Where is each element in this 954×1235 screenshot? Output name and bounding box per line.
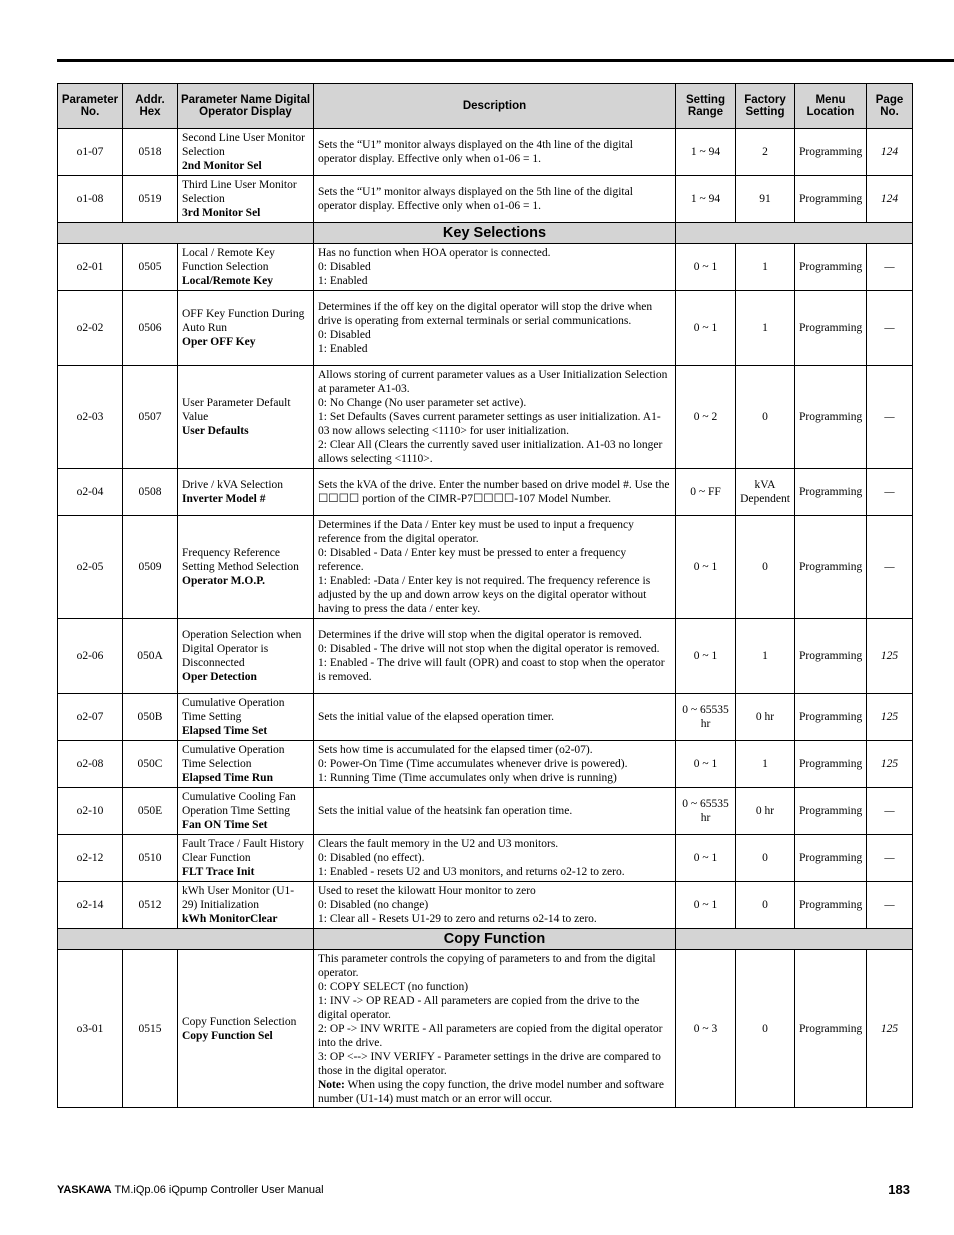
menu-location: Programming	[795, 882, 867, 929]
setting-range: 0 ~ 1	[676, 516, 736, 619]
operator-display: Local/Remote Key	[182, 275, 274, 287]
factory-setting: 0	[736, 366, 795, 469]
menu-location: Programming	[795, 835, 867, 882]
parameter-name: Frequency Reference Setting Method Selection	[182, 547, 299, 573]
parameter-name: Cumulative Operation Time Setting	[182, 697, 285, 723]
parameter-name-cell	[178, 882, 314, 929]
operator-display: FLT Trace Init	[182, 866, 255, 878]
parameter-name-cell	[178, 950, 314, 1108]
section-title: Copy Function	[314, 929, 676, 950]
table-row	[58, 129, 913, 176]
factory-setting: 0 hr	[736, 788, 795, 835]
operator-display: kWh MonitorClear	[182, 913, 278, 925]
setting-range: 0 ~ 65535 hr	[676, 694, 736, 741]
parameter-name: Cumulative Operation Time Selection	[182, 744, 285, 770]
description-cell	[314, 788, 676, 835]
factory-setting: 1	[736, 619, 795, 694]
parameter-name-cell	[178, 619, 314, 694]
parameter-no: o2-07	[58, 694, 123, 741]
description-line: 0: Disabled - Data / Enter key must be pressed to enter a frequency reference.	[318, 547, 627, 573]
description-line: Sets the initial value of the elapsed operation timer.	[318, 711, 555, 723]
page-no: —	[867, 788, 913, 835]
description-line: Sets the kVA of the drive. Enter the number based on drive model #. Use the ☐☐☐☐ portion of the CIMR-P7☐☐☐☐-107 Model Number.	[318, 479, 670, 505]
addr-hex: 0507	[123, 366, 178, 469]
section-spacer	[58, 929, 314, 950]
parameter-name: Cumulative Cooling Fan Operation Time Setting	[182, 791, 296, 817]
header-setting-range: Setting Range	[676, 84, 736, 129]
page-no: 124	[867, 129, 913, 176]
header-addr-hex: Addr. Hex	[123, 84, 178, 129]
description-line: Used to reset the kilowatt Hour monitor to zero	[318, 885, 536, 897]
parameter-name: kWh User Monitor (U1-29) Initialization	[182, 885, 295, 911]
page-no: —	[867, 835, 913, 882]
addr-hex: 0512	[123, 882, 178, 929]
factory-setting: 0	[736, 835, 795, 882]
table-row	[58, 694, 913, 741]
parameter-no: o2-05	[58, 516, 123, 619]
addr-hex: 050A	[123, 619, 178, 694]
description-cell	[314, 882, 676, 929]
description-line: Determines if the drive will stop when the digital operator is removed.	[318, 629, 642, 641]
operator-display: Fan ON Time Set	[182, 819, 268, 831]
table-row	[58, 469, 913, 516]
description-line: 0: Disabled	[318, 329, 371, 341]
note-label: Note:	[318, 1078, 345, 1091]
description-line: Sets how time is accumulated for the elapsed timer (o2-07).	[318, 744, 593, 756]
parameter-name-cell	[178, 516, 314, 619]
factory-setting: 0	[736, 882, 795, 929]
description-cell	[314, 835, 676, 882]
description-line: 3: OP <--> INV VERIFY - Parameter settings in the drive are compared to those in the digital operator.	[318, 1050, 661, 1077]
header-parameter-name: Parameter Name Digital Operator Display	[178, 84, 314, 129]
parameter-no: o2-08	[58, 741, 123, 788]
section-spacer	[676, 223, 913, 244]
table-header-row	[58, 84, 913, 129]
description-line: 1: Enabled - The drive will fault (OPR) and coast to stop when the operator is removed.	[318, 657, 665, 683]
table-row	[58, 882, 913, 929]
operator-display: Elapsed Time Set	[182, 725, 268, 737]
factory-setting: 1	[736, 741, 795, 788]
operator-display: 2nd Monitor Sel	[182, 160, 262, 172]
page-no: —	[867, 882, 913, 929]
parameter-name: Fault Trace / Fault History Clear Function	[182, 838, 305, 864]
description-line: 1: Enabled: -Data / Enter key is not required. The frequency reference is adjusted by the up and down arrow keys on the digital operator without having to press the data / enter key.	[318, 575, 651, 615]
table-row	[58, 619, 913, 694]
description-line: 1: INV -> OP READ - All parameters are copied from the drive to the digital operator.	[318, 994, 640, 1021]
description-line: 0: No Change (No user parameter set active).	[318, 397, 527, 409]
addr-hex: 0519	[123, 176, 178, 223]
parameter-name-cell	[178, 129, 314, 176]
parameter-no: o1-07	[58, 129, 123, 176]
description-cell	[314, 176, 676, 223]
factory-setting: 91	[736, 176, 795, 223]
parameter-name: Local / Remote Key Function Selection	[182, 247, 275, 273]
parameter-name-cell	[178, 291, 314, 366]
factory-setting: kVA Dependent	[736, 469, 795, 516]
description-cell	[314, 469, 676, 516]
parameter-no: o2-04	[58, 469, 123, 516]
menu-location: Programming	[795, 516, 867, 619]
footer-manual-title	[57, 1184, 324, 1196]
factory-setting: 0 hr	[736, 694, 795, 741]
table-row	[58, 176, 913, 223]
parameter-name-cell	[178, 244, 314, 291]
description-line: 1: Set Defaults (Saves current parameter settings as user initialization. A1-03 now allows selecting <1110> for user initialization.	[318, 411, 661, 437]
description-cell	[314, 244, 676, 291]
description-line: 1: Enabled	[318, 343, 368, 355]
parameter-name: Drive / kVA Selection	[182, 479, 284, 491]
factory-setting: 1	[736, 244, 795, 291]
table-row	[58, 366, 913, 469]
description-cell	[314, 950, 676, 1108]
menu-location: Programming	[795, 129, 867, 176]
parameter-name-cell	[178, 469, 314, 516]
header-factory-setting: Factory Setting	[736, 84, 795, 129]
menu-location: Programming	[795, 694, 867, 741]
description-cell	[314, 291, 676, 366]
section-title: Key Selections	[314, 223, 676, 244]
setting-range: 0 ~ 1	[676, 835, 736, 882]
section-row	[58, 929, 913, 950]
page-no: 125	[867, 741, 913, 788]
page-no: —	[867, 244, 913, 291]
footer-brand: YASKAWA	[57, 1184, 112, 1196]
description-line: Has no function when HOA operator is connected.	[318, 247, 551, 259]
table-row	[58, 516, 913, 619]
factory-setting: 0	[736, 516, 795, 619]
description-line: Allows storing of current parameter values as a User Initialization Selection at parameter A1-03.	[318, 369, 668, 395]
parameter-no: o2-10	[58, 788, 123, 835]
table-row	[58, 835, 913, 882]
addr-hex: 0509	[123, 516, 178, 619]
operator-display: Oper OFF Key	[182, 336, 256, 348]
page-no: —	[867, 516, 913, 619]
description-line: 0: COPY SELECT (no function)	[318, 980, 469, 993]
description-line: 1: Running Time (Time accumulates only when drive is running)	[318, 772, 617, 784]
parameter-no: o2-02	[58, 291, 123, 366]
header-page-no: Page No.	[867, 84, 913, 129]
description-line: 2: Clear All (Clears the currently saved user initialization. A1-03 no longer allows selecting <1110>.	[318, 439, 663, 465]
operator-display: Inverter Model #	[182, 493, 266, 505]
parameter-name: Copy Function Selection	[182, 1015, 297, 1028]
page-no: 124	[867, 176, 913, 223]
parameter-name: OFF Key Function During Auto Run	[182, 308, 305, 334]
setting-range: 1 ~ 94	[676, 176, 736, 223]
setting-range: 0 ~ 65535 hr	[676, 788, 736, 835]
table-row	[58, 244, 913, 291]
menu-location: Programming	[795, 788, 867, 835]
addr-hex: 0510	[123, 835, 178, 882]
setting-range: 0 ~ FF	[676, 469, 736, 516]
description-line: Sets the “U1” monitor always displayed on the 5th line of the digital operator display. Effective only when o1-06 = 1.	[318, 186, 633, 212]
addr-hex: 0508	[123, 469, 178, 516]
page-no: —	[867, 291, 913, 366]
setting-range: 0 ~ 1	[676, 244, 736, 291]
description-cell	[314, 129, 676, 176]
factory-setting: 1	[736, 291, 795, 366]
description-note	[318, 1078, 671, 1106]
setting-range: 0 ~ 1	[676, 619, 736, 694]
description-line: Determines if the Data / Enter key must be used to input a frequency reference from the digital operator.	[318, 519, 634, 545]
setting-range: 0 ~ 1	[676, 291, 736, 366]
description-line: 0: Disabled (no change)	[318, 899, 429, 911]
page-no: —	[867, 469, 913, 516]
setting-range: 0 ~ 2	[676, 366, 736, 469]
setting-range: 0 ~ 1	[676, 882, 736, 929]
parameter-no: o2-12	[58, 835, 123, 882]
setting-range: 1 ~ 94	[676, 129, 736, 176]
menu-location: Programming	[795, 244, 867, 291]
description-line: 0: Power-On Time (Time accumulates whenever drive is powered).	[318, 758, 628, 770]
description-line: 1: Enabled	[318, 275, 368, 287]
parameter-no: o2-03	[58, 366, 123, 469]
description-line: 1: Enabled - resets U2 and U3 monitors, and returns o2-12 to zero.	[318, 866, 625, 878]
menu-location: Programming	[795, 366, 867, 469]
description-cell	[314, 619, 676, 694]
description-line: Determines if the off key on the digital operator will stop the drive when drive is operating from external terminals or serial communications.	[318, 301, 653, 327]
table-row	[58, 788, 913, 835]
parameter-no: o3-01	[58, 950, 123, 1108]
addr-hex: 050C	[123, 741, 178, 788]
menu-location: Programming	[795, 741, 867, 788]
section-spacer	[676, 929, 913, 950]
menu-location: Programming	[795, 469, 867, 516]
footer-manual-name: TM.iQp.06 iQpump Controller User Manual	[111, 1184, 324, 1196]
parameter-no: o2-14	[58, 882, 123, 929]
parameter-name-cell	[178, 788, 314, 835]
description-line: Clears the fault memory in the U2 and U3 monitors.	[318, 838, 559, 850]
factory-setting: 0	[736, 950, 795, 1108]
parameter-no: o2-06	[58, 619, 123, 694]
parameter-no: o2-01	[58, 244, 123, 291]
header-menu-location: Menu Location	[795, 84, 867, 129]
addr-hex: 050E	[123, 788, 178, 835]
description-line: 0: Disabled	[318, 261, 371, 273]
section-row	[58, 223, 913, 244]
parameter-name-cell	[178, 366, 314, 469]
table-row	[58, 741, 913, 788]
description-cell	[314, 694, 676, 741]
page-no: 125	[867, 619, 913, 694]
description-line: 2: OP -> INV WRITE - All parameters are copied from the digital operator into the drive.	[318, 1022, 663, 1049]
page-no: 125	[867, 950, 913, 1108]
description-cell	[314, 516, 676, 619]
addr-hex: 0515	[123, 950, 178, 1108]
header-parameter-no: Parameter No.	[58, 84, 123, 129]
section-spacer	[58, 223, 314, 244]
parameter-table	[57, 83, 913, 1108]
menu-location: Programming	[795, 619, 867, 694]
parameter-name-cell	[178, 694, 314, 741]
table-body	[58, 129, 913, 1108]
description-line: This parameter controls the copying of parameters to and from the digital operator.	[318, 952, 656, 979]
operator-display: Operator M.O.P.	[182, 575, 266, 587]
factory-setting: 2	[736, 129, 795, 176]
parameter-name: User Parameter Default Value	[182, 397, 291, 423]
menu-location: Programming	[795, 291, 867, 366]
parameter-name: Third Line User Monitor Selection	[182, 179, 297, 205]
addr-hex: 0505	[123, 244, 178, 291]
setting-range: 0 ~ 1	[676, 741, 736, 788]
setting-range: 0 ~ 3	[676, 950, 736, 1108]
footer-page-number: 183	[888, 1182, 910, 1197]
operator-display: 3rd Monitor Sel	[182, 207, 261, 219]
page-no: —	[867, 366, 913, 469]
table-row	[58, 291, 913, 366]
operator-display: Copy Function Sel	[182, 1029, 273, 1042]
table-row	[58, 950, 913, 1108]
note-text: When using the copy function, the drive model number and software number (U1-14) must match or an error will occur.	[318, 1078, 664, 1105]
menu-location: Programming	[795, 950, 867, 1108]
description-line: 0: Disabled (no effect).	[318, 852, 425, 864]
operator-display: Elapsed Time Run	[182, 772, 273, 784]
menu-location: Programming	[795, 176, 867, 223]
description-line: Sets the “U1” monitor always displayed on the 4th line of the digital operator display. Effective only when o1-06 = 1.	[318, 139, 633, 165]
description-cell	[314, 366, 676, 469]
operator-display: User Defaults	[182, 425, 249, 437]
parameter-name: Operation Selection when Digital Operator is Disconnected	[182, 629, 302, 669]
top-rule	[57, 59, 954, 62]
description-cell	[314, 741, 676, 788]
parameter-name-cell	[178, 835, 314, 882]
parameter-name: Second Line User Monitor Selection	[182, 132, 305, 158]
operator-display: Oper Detection	[182, 671, 257, 683]
description-line: 1: Clear all - Resets U1-29 to zero and returns o2-14 to zero.	[318, 913, 597, 925]
parameter-name-cell	[178, 741, 314, 788]
description-line: 0: Disabled - The drive will not stop when the digital operator is removed.	[318, 643, 660, 655]
parameter-no: o1-08	[58, 176, 123, 223]
addr-hex: 0506	[123, 291, 178, 366]
header-description: Description	[314, 84, 676, 129]
description-line: Sets the initial value of the heatsink fan operation time.	[318, 805, 573, 817]
addr-hex: 050B	[123, 694, 178, 741]
addr-hex: 0518	[123, 129, 178, 176]
parameter-name-cell	[178, 176, 314, 223]
page-no: 125	[867, 694, 913, 741]
